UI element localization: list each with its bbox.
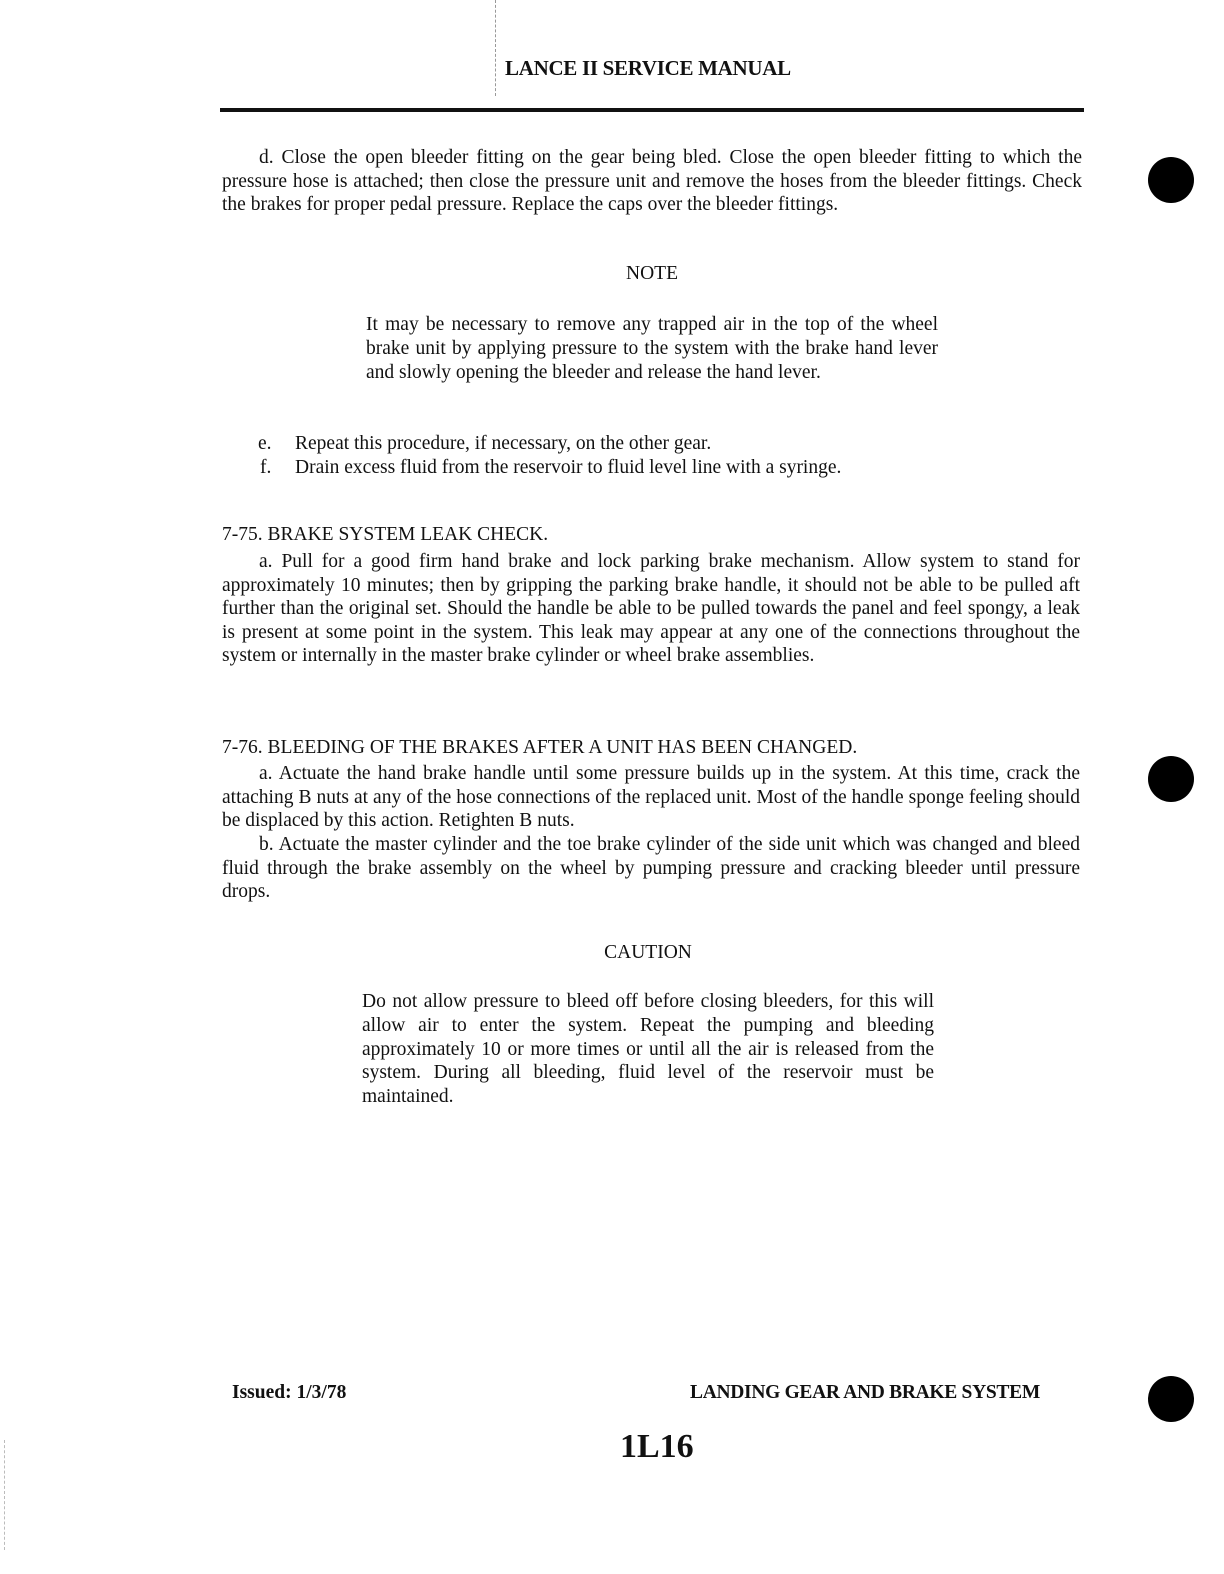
punch-hole-top [1148, 157, 1194, 203]
section-7-76-step-b: b. Actuate the master cylinder and the toe brake cylinder of the side unit which was changed and bleed fluid through the brake assembly on the wheel by pumping pressure and cracking bleeder until pressure drops. [222, 834, 1080, 903]
header-rule [220, 108, 1084, 112]
section-7-76-heading: 7-76. BLEEDING OF THE BRAKES AFTER A UNIT HAS BEEN CHANGED. [222, 737, 858, 758]
manual-title: LANCE II SERVICE MANUAL [505, 56, 791, 80]
step-e-text: Repeat this procedure, if necessary, on the other gear. [295, 433, 712, 454]
step-f-text: Drain excess fluid from the reservoir to fluid level line with a syringe. [295, 457, 842, 478]
issued-date: Issued: 1/3/78 [232, 1382, 347, 1403]
caution-text: Do not allow pressure to bleed off before closing bleeders, for this will allow air to enter the system. Repeat the pumping and bleeding approximately 10 or more times or until all the air is released from the system. During all bleeding, fluid level of the reservoir must be maintained. [362, 991, 934, 1108]
caution-label: CAUTION [604, 942, 692, 963]
step-e-marker: e. [258, 433, 272, 454]
punch-hole-middle [1148, 756, 1194, 802]
note-text: It may be necessary to remove any trapped air in the top of the wheel brake unit by applying pressure to the system with the brake hand lever and slowly opening the bleeder and release the hand lever. [366, 314, 938, 383]
binding-tick-mark [495, 0, 497, 96]
page-code: 1L16 [620, 1428, 694, 1465]
section-7-75-heading: 7-75. BRAKE SYSTEM LEAK CHECK. [222, 524, 549, 545]
step-f-marker: f. [260, 457, 272, 478]
step-d-paragraph: d. Close the open bleeder fitting on the gear being bled. Close the open bleeder fitting to which the pressure hose is attached; then close the pressure unit and remove the hoses from the bleeder fittings. Check the brakes for proper pedal pressure. Replace the caps over the bleeder fittings. [222, 147, 1082, 216]
punch-hole-bottom [1148, 1376, 1194, 1422]
section-7-76-step-a: a. Actuate the hand brake handle until some pressure builds up in the system. At this time, crack the attaching B nuts at any of the hose connections of the replaced unit. Most of the handle sponge feeling should be displaced by this action. Retighten B nuts. [222, 763, 1080, 832]
note-label: NOTE [626, 263, 678, 284]
footer-section-title: LANDING GEAR AND BRAKE SYSTEM [690, 1382, 1040, 1403]
section-7-75-step-a: a. Pull for a good firm hand brake and lock parking brake mechanism. Allow system to stand for approximately 10 minutes; then by gripping the parking brake handle, it should not be able to be pulled aft further than the original set. Should the handle be able to be pulled towards the panel and feel spongy, a leak is present at some point in the system. This leak may appear at any one of the connections throughout the system or internally in the master brake cylinder or wheel brake assemblies. [222, 551, 1080, 667]
margin-tick-mark [4, 1440, 6, 1550]
